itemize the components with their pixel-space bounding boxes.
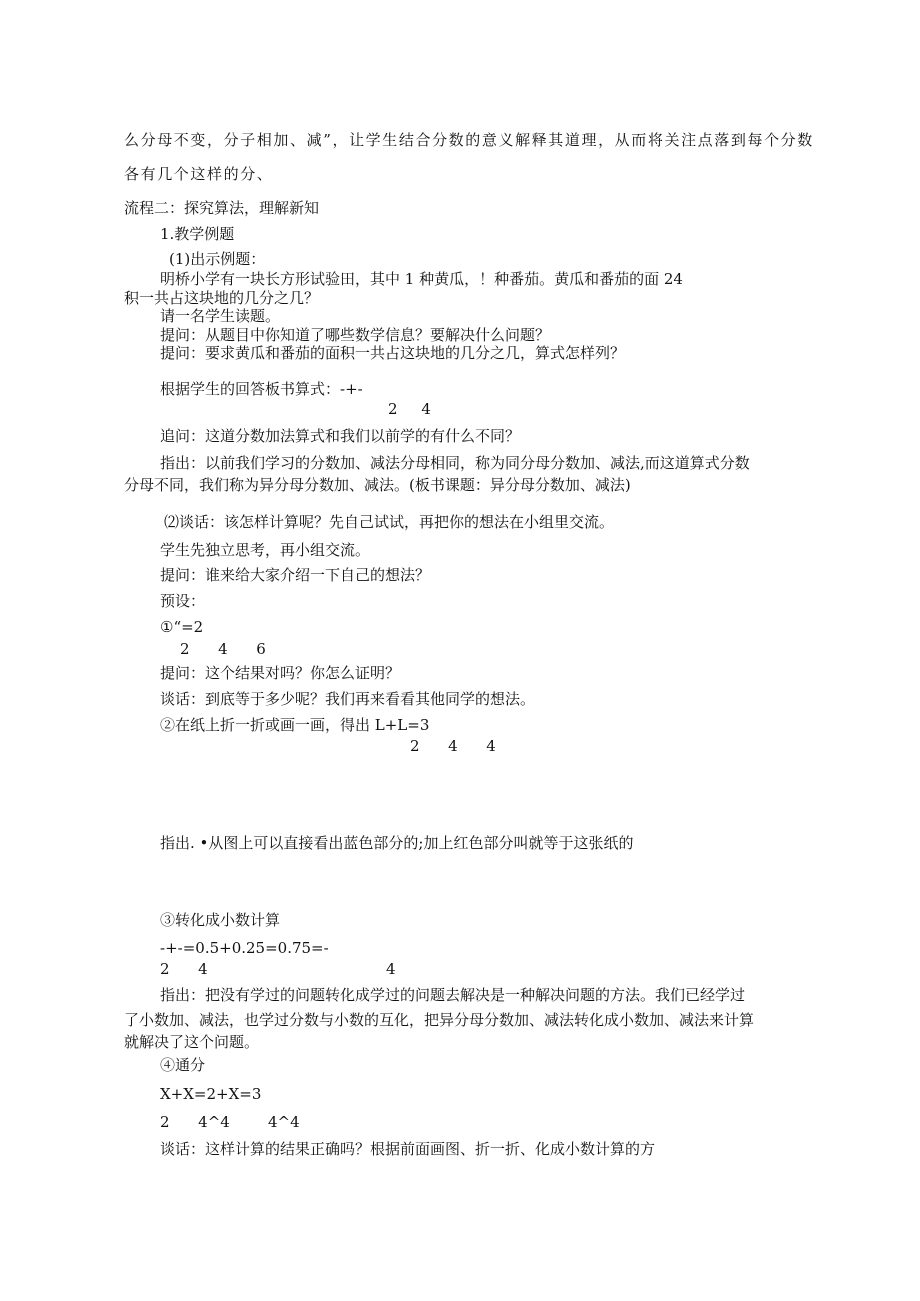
board-equation: 根据学生的回答板书算式：-+- — [160, 380, 363, 398]
problem-line-1: 明桥小学有一块长方形试验田，其中 1 种黄瓜，！种番茄。黄瓜和番茄的面 24 — [160, 270, 683, 288]
method-2-point: 指出. •从图上可以直接看出蓝色部分的;加上红色部分叫就等于这张纸的 — [160, 834, 634, 852]
preset-label: 预设： — [160, 592, 206, 610]
read-problem: 请一名学生读题。 — [160, 307, 281, 325]
method-4-heading: ④通分 — [160, 1056, 206, 1074]
method-3-point-line-1: 指出：把没有学过的问题转化成学过的问题去解决是一种解决问题的方法。我们已经学过 — [160, 986, 746, 1004]
method-3-denominators-b: 4 — [386, 960, 396, 978]
talk-how-to-calculate: ⑵谈话：该怎样计算呢？先自己试试，再把你的想法在小组里交流。 — [164, 513, 615, 531]
problem-line-2: 积一共占这块地的几分之几？ — [124, 289, 320, 307]
board-denominators: 2 4 — [388, 400, 431, 418]
question-1: 提问：从题目中你知道了哪些数学信息？要解决什么问题？ — [160, 326, 551, 344]
method-1-denominators: 2 4 6 — [180, 640, 266, 658]
method-4-denominators: 2 4^4 4^4 — [160, 1113, 300, 1131]
subheading-show-example: (1)出示例题： — [169, 250, 266, 268]
method-4-talk: 谈话：这样计算的结果正确吗？根据前面画图、折一折、化成小数计算的方 — [160, 1140, 656, 1158]
method-3-point-line-2: 了小数加、减法，也学过分数与小数的互化，把异分母分数加、减法转化成小数加、减法来计算 — [124, 1011, 755, 1029]
section-heading: 流程二：探究算法，理解新知 — [124, 199, 320, 217]
point-1-line-1: 指出：以前我们学习的分数加、减法分母相同，称为同分母分数加、减法,而这道算式分数 — [160, 454, 750, 472]
students-discuss: 学生先独立思考，再小组交流。 — [160, 541, 371, 559]
follow-up-question: 追问：这道分数加法算式和我们以前学的有什么不同？ — [160, 427, 521, 445]
subheading-example: 1.教学例题 — [160, 225, 235, 243]
method-3-heading: ③转化成小数计算 — [160, 911, 281, 929]
point-1-line-2: 分母不同，我们称为异分母分数加、减法。(板书课题：异分母分数加、减法) — [124, 476, 631, 494]
method-1-equation: ①“=2 — [160, 618, 204, 636]
method-2-fold: ②在纸上折一折或画一画，得出 L+L=3 — [160, 716, 430, 734]
intro-line-2: 各有几个这样的分、 — [124, 165, 274, 183]
method-2-denominators: 2 4 4 — [410, 737, 496, 755]
intro-line-1: 么分母不变，分子相加、减”，让学生结合分数的意义解释其道理，从而将关注点落到每个分数 — [124, 131, 814, 149]
method-1-talk: 谈话：到底等于多少呢？我们再来看看其他同学的想法。 — [160, 690, 536, 708]
method-3-equation: -+-=0.5+0.25=0.75=- — [160, 939, 329, 957]
question-2: 提问：要求黄瓜和番茄的面积一共占这块地的几分之几，算式怎样列？ — [160, 344, 626, 362]
method-3-denominators-a: 2 4 — [160, 960, 208, 978]
method-4-equation: X+X=2+X=3 — [160, 1085, 262, 1103]
ask-share: 提问：谁来给大家介绍一下自己的想法？ — [160, 566, 431, 584]
method-1-question: 提问：这个结果对吗？你怎么证明？ — [160, 664, 401, 682]
method-3-point-line-3: 就解决了这个问题。 — [124, 1033, 260, 1051]
